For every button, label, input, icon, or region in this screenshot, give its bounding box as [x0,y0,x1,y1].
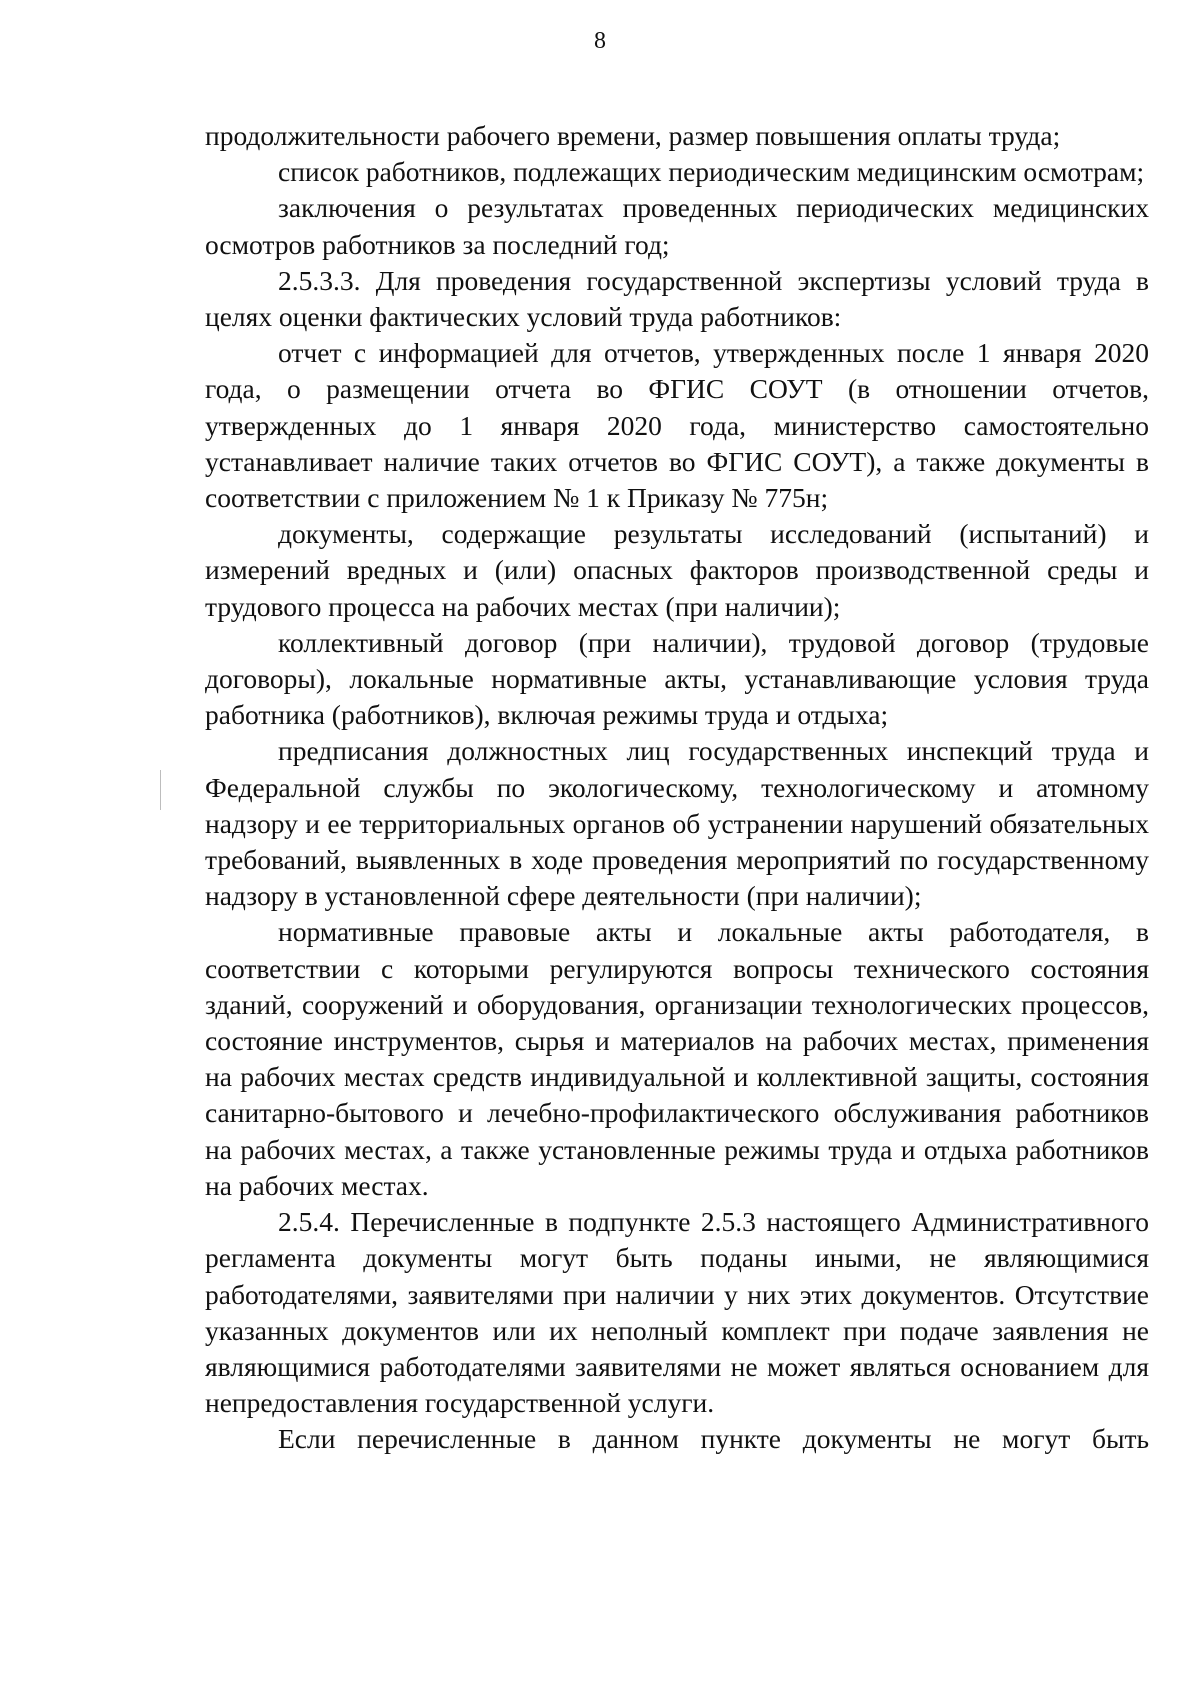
paragraph-report-info: отчет с информацией для отчетов, утвержденных после 1 января 2020 года, о размещении отчета во ФГИС СОУТ (в отношении отчетов, утвержденных до 1 января 2020 года, министерство самостоятельно устанавливает наличие таких отчетов во ФГИС СОУТ), а также документы в соответствии с приложением № 1 к Приказу № 775н; [205,337,1149,514]
paragraph-medical-exam-conclusions: заключения о результатах проведенных периодических медицинских осмотров работников за последний год; [205,192,1149,260]
paragraph-regulatory-acts: нормативные правовые акты и локальные акты работодателя, в соответствии с которыми регулируются вопросы технического состояния зданий, сооружений и оборудования, организации технологических процессов, состояние инструментов, сырья и материалов на рабочих местах, применения на рабочих местах средств индивидуальной и коллективной защиты, состояния санитарно-бытового и лечебно-профилактического обслуживания работников на рабочих местах, а также установленные режимы труда и отдыха работников на рабочих местах. [205,916,1149,1201]
paragraph-section-2-5-4: 2.5.4. Перечисленные в подпункте 2.5.3 настоящего Административного регламента документы могут быть поданы иными, не являющимися работодателями, заявителями при наличии у них этих документов. Отсутствие указанных документов или их неполный комплект при подаче заявления не являющимися работодателями заявителями не может являться основанием для непредоставления государственной услуги. [205,1206,1149,1419]
paragraph-inspection-orders: предписания должностных лиц государственных инспекций труда и Федеральной службы по экологическому, технологическому и атомному надзору и ее территориальных органов об устранении нарушений обязательных требований, выявленных в ходе проведения мероприятий по государственному надзору в установленной сфере деятельности (при наличии); [205,735,1149,912]
paragraph-if-documents-cannot: Если перечисленные в данном пункте документы не могут быть [278,1423,1149,1455]
page-number: 8 [594,28,606,54]
paragraph-section-2-5-3-3: 2.5.3.3. Для проведения государственной экспертизы условий труда в целях оценки фактических условий труда работников: [205,264,1149,333]
paragraph-work-time-continuation: продолжительности рабочего времени, размер повышения оплаты труда; [205,120,1061,151]
paragraph-research-documents: документы, содержащие результаты исследований (испытаний) и измерений вредных и (или) опасных факторов производственной среды и трудового процесса на рабочих местах (при наличии); [205,518,1149,622]
paragraph-medical-exam-list: список работников, подлежащих периодическим медицинским осмотрам; [278,156,1145,188]
paragraph-collective-agreement: коллективный договор (при наличии), трудовой договор (трудовые договоры), локальные нормативные акты, устанавливающие условия труда работника (работников), включая режимы труда и отдыха; [205,626,1149,731]
document-body [205,118,1149,1458]
scan-margin-mark [160,770,161,810]
